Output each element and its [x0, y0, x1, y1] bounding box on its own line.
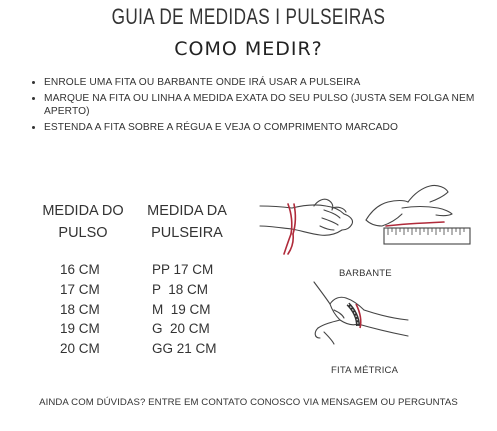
wrist-size-cell: 17 CM — [60, 281, 100, 297]
bracelet-header-line: PULSEIRA — [151, 225, 223, 241]
instructions-list — [30, 76, 494, 137]
wrist-header-line: MEDIDA DO — [42, 203, 124, 219]
bracelet-size-cell: P 18 CM — [152, 281, 209, 297]
instruction-item: • ESTENDA A FITA SOBRE A RÉGUA E VEJA O COMPRIMENTO MARCADO — [44, 121, 494, 134]
wrist-column-header — [38, 200, 128, 244]
footer-note: AINDA COM DÚVIDAS? ENTRE EM CONTATO CONOSCO VIA MENSAGEM OU PERGUNTAS — [39, 397, 458, 408]
bracelet-size-cell: G 20 CM — [152, 321, 210, 337]
wrist-size-cell: 16 CM — [60, 262, 100, 277]
wrist-header-line: PULSO — [58, 225, 108, 241]
page-title: GUIA DE MEDIDAS I PULSEIRAS — [111, 4, 386, 29]
bracelet-size-cell: M 19 CM — [152, 301, 211, 317]
bracelet-size-column — [152, 260, 217, 359]
wrist-tape-measure-icon — [300, 280, 412, 358]
hand-with-string-icon — [258, 192, 358, 256]
bracelet-header-line: MEDIDA DA — [147, 203, 227, 219]
instruction-item: • ENROLE UMA FITA OU BARBANTE ONDE IRÁ USAR A PULSEIRA — [44, 76, 494, 89]
bracelet-size-cell: PP 17 CM — [152, 262, 214, 277]
page-subtitle: COMO MEDIR? — [174, 38, 323, 60]
ruler-icon — [384, 228, 470, 244]
bracelet-column-header — [142, 200, 232, 244]
instruction-item: • MARQUE NA FITA OU LINHA A MEDIDA EXATA DO SEU PULSO (JUSTA SEM FOLGA NEM APERTO) — [44, 92, 494, 118]
bracelet-size-cell: GG 21 CM — [152, 341, 217, 357]
hand-on-ruler-icon — [362, 180, 474, 252]
wrist-size-column — [60, 260, 100, 359]
wrist-size-cell: 18 CM — [60, 301, 100, 317]
string-caption: BARBANTE — [339, 268, 392, 279]
tape-caption: FITA MÉTRICA — [331, 365, 399, 376]
wrist-size-cell: 19 CM — [60, 321, 100, 337]
wrist-size-cell: 20 CM — [60, 341, 100, 357]
